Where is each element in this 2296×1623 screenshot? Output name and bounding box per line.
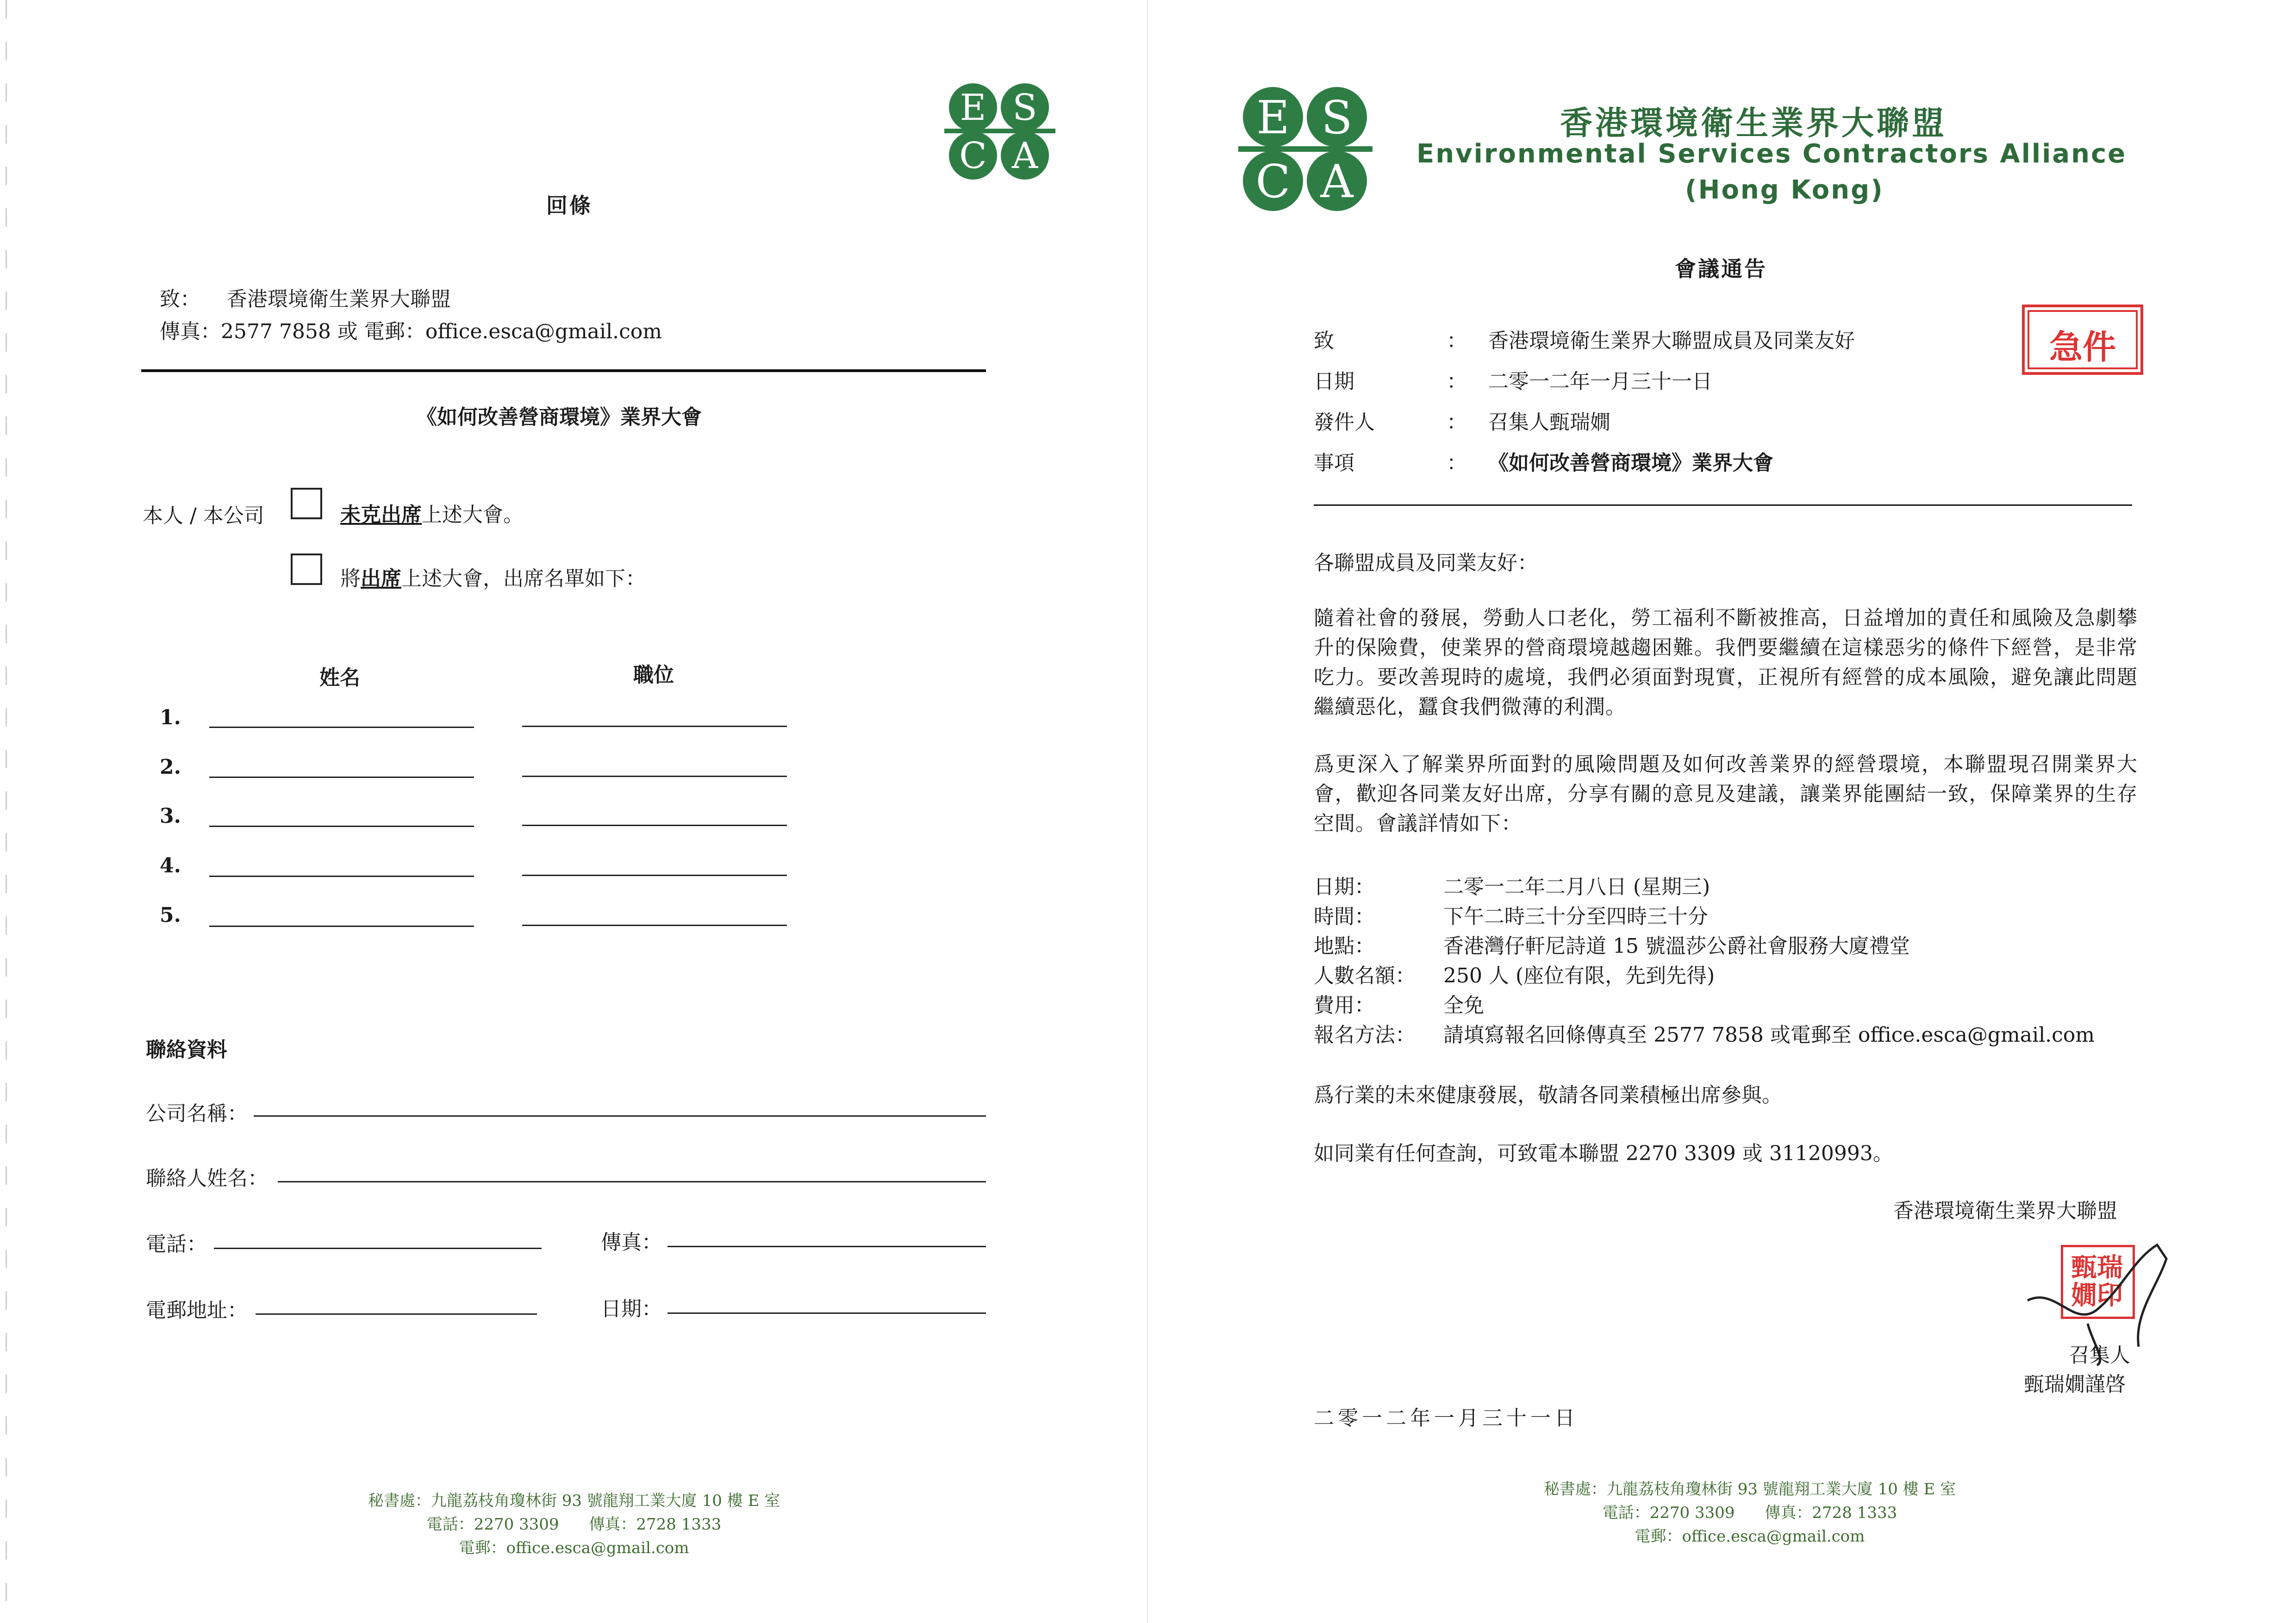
not-attend-rest: 上述大會。 [422,503,524,527]
reply-footer-email: 電郵：office.esca@gmail.com [459,1539,689,1557]
detail-time-label: 時間： [1314,905,1375,928]
detail-venue-label: 地點： [1314,934,1375,958]
header-date-label: 日期 [1314,370,1354,393]
attendee-name-field-5[interactable] [209,926,474,927]
detail-quota-label: 人數名額： [1314,964,1416,988]
contact-person-label: 聯絡人姓名： [146,1167,268,1190]
contact-heading: 聯絡資料 [146,1038,227,1062]
esca-logo-small [949,83,1051,180]
row-number-4: 4. [160,854,181,877]
not-attend-bold: 未克出席 [340,503,422,527]
attendee-position-field-3[interactable] [522,825,787,826]
sign-name: 甄瑞嫺謹啓 [2024,1373,2126,1396]
attendee-name-field-4[interactable] [209,876,474,877]
paragraph-4: 如同業有任何查詢，可致電本聯盟 2270 3309 或 31120993。 [1314,1142,1893,1165]
paragraph-2: 爲更深入了解業界所面對的風險問題及如何改善業界的經營環境，本聯盟現召開業界大會，歡迎各同業友好出席，分享有關的意見及建議，讓業界能團結一致，保障業界的生存空間。會議詳情如下： [1314,752,2138,835]
header-subject-value: 《如何改善營商環境》業界大會 [1488,451,1773,475]
header-subject-label: 事項 [1314,451,1354,475]
detail-date-label: 日期： [1314,875,1375,899]
logo-letter-a: A [1320,155,1354,208]
col-name-header: 姓名 [319,666,360,690]
reply-footer-phone: 電話：2270 3309 傳真：2728 1333 [426,1515,722,1534]
row-number-3: 3. [160,804,181,828]
reply-footer-address: 秘書處：九龍荔枝角瓊林街 93 號龍翔工業大廈 10 樓 E 室 [368,1492,780,1510]
attendee-position-field-1[interactable] [522,726,787,727]
detail-date-value: 二零一二年二月八日 (星期三) [1443,875,1710,899]
header-to-label: 致 [1314,329,1334,353]
notice-footer-phone: 電話：2270 3309 傳真：2728 1333 [1602,1504,1897,1522]
detail-venue-value: 香港灣仔軒尼詩道 15 號溫莎公爵社會服務大廈禮堂 [1443,934,1910,958]
detail-time-value: 下午二時三十分至四時三十分 [1443,905,1708,928]
paragraph-1: 隨着社會的發展，勞動人口老化，勞工福利不斷被推高，日益增加的責任和風險及急劇攀升的保險費，使業界的營商環境越趨困難。我們要繼續在這樣惡劣的條件下經營，是非常吃力。要改善現時的處境，我們必須面對現實，正視所有經營的成本風險，避免讓此問題繼續惡化，蠶食我們微薄的利潤。 [1314,606,2138,719]
fax-field[interactable] [668,1246,986,1247]
phone-field[interactable] [214,1248,542,1249]
detail-register-label: 報名方法： [1314,1023,1416,1047]
not-attend-checkbox[interactable] [291,488,322,519]
contact-person-field[interactable] [278,1181,986,1182]
notice-divider [1314,504,2132,506]
detail-register-value: 請填寫報名回條傳真至 2577 7858 或電郵至 office.esca@gmail.com [1443,1023,2095,1047]
email-label: 電郵地址： [146,1299,248,1322]
notice-footer-email: 電郵：office.esca@gmail.com [1635,1527,1865,1546]
header-sender-label: 發件人 [1314,410,1375,434]
header-date-colon: ： [1447,370,1467,393]
logo-letter-e: E [960,87,986,129]
header-to-colon: ： [1447,329,1467,353]
attend-option [340,562,646,591]
reply-to-label: 致： [160,287,200,311]
not-attend-option [340,498,524,528]
logo-letter-c: C [959,135,987,177]
attendee-position-field-5[interactable] [522,925,787,926]
logo-letter-s: S [1321,92,1353,144]
detail-quota-value: 250 人 (座位有限，先到先得) [1443,964,1715,988]
attendee-name-field-3[interactable] [209,826,474,827]
greeting: 各聯盟成員及同業友好： [1314,551,1538,575]
seal-text: 甄瑞嫺印 [2071,1252,2123,1311]
attendee-name-field-2[interactable] [209,777,474,778]
attendee-position-field-2[interactable] [522,776,787,777]
reply-divider [141,369,986,372]
scan-edge [6,0,7,1623]
attend-checkbox[interactable] [291,553,322,585]
date-label: 日期： [601,1297,662,1321]
row-number-2: 2. [160,755,181,779]
col-position-header: 職位 [633,663,674,687]
logo-letter-a: A [1011,135,1038,177]
sign-org: 香港環境衛生業界大聯盟 [1893,1199,2117,1223]
reply-title: 回條 [546,193,593,218]
self-label: 本人 / 本公司 [143,504,264,528]
header-sender-colon: ： [1447,410,1467,434]
header-subject-colon: ： [1447,451,1467,475]
org-name-en-2: (Hong Kong) [1685,175,1884,205]
esca-logo-large [1243,87,1368,217]
company-label: 公司名稱： [146,1102,248,1126]
org-name-en-1: Environmental Services Contractors Alliance [1416,139,2127,169]
fax-label: 傳真： [601,1231,662,1254]
paragraph-3: 爲行業的未來健康發展，敬請各同業積極出席參與。 [1314,1083,1782,1107]
email-field[interactable] [256,1313,537,1315]
reply-event-title: 《如何改善營商環境》業界大會 [417,405,702,429]
company-field[interactable] [254,1115,986,1117]
page-fold [1147,0,1148,1623]
urgent-stamp [2022,305,2143,375]
phone-label: 電話： [146,1232,207,1256]
row-number-5: 5. [160,903,181,927]
header-sender-value: 召集人甄瑞嫺 [1488,410,1610,434]
row-number-1: 1. [160,706,181,729]
sign-title: 召集人 [2069,1343,2130,1367]
org-name-zh: 香港環境衛生業界大聯盟 [1560,104,1947,142]
detail-fee-label: 費用： [1314,994,1375,1017]
sign-date: 二零一二年一月三十一日 [1314,1406,1578,1430]
header-to-value: 香港環境衛生業界大聯盟成員及同業友好 [1488,329,1855,353]
logo-letter-c: C [1255,155,1291,208]
reply-fax-line: 傳真：2577 7858 或 電郵：office.esca@gmail.com [160,320,662,343]
notice-title: 會議通告 [1675,256,1767,281]
date-field[interactable] [668,1312,986,1314]
urgent-stamp-text: 急件 [2049,328,2116,367]
detail-fee-value: 全免 [1443,994,1484,1017]
attend-prefix: 將 [340,567,361,591]
logo-letter-e: E [1256,92,1290,144]
attend-rest: 上述大會，出席名單如下： [401,567,646,591]
attendee-name-field-1[interactable] [209,727,474,728]
reply-to-value: 香港環境衛生業界大聯盟 [227,287,451,311]
attend-bold: 出席 [361,567,401,591]
logo-letter-s: S [1012,87,1037,129]
notice-footer-address: 秘書處：九龍荔枝角瓊林街 93 號龍翔工業大廈 10 樓 E 室 [1543,1480,1956,1499]
header-date-value: 二零一二年一月三十一日 [1488,370,1712,393]
attendee-position-field-4[interactable] [522,875,787,876]
